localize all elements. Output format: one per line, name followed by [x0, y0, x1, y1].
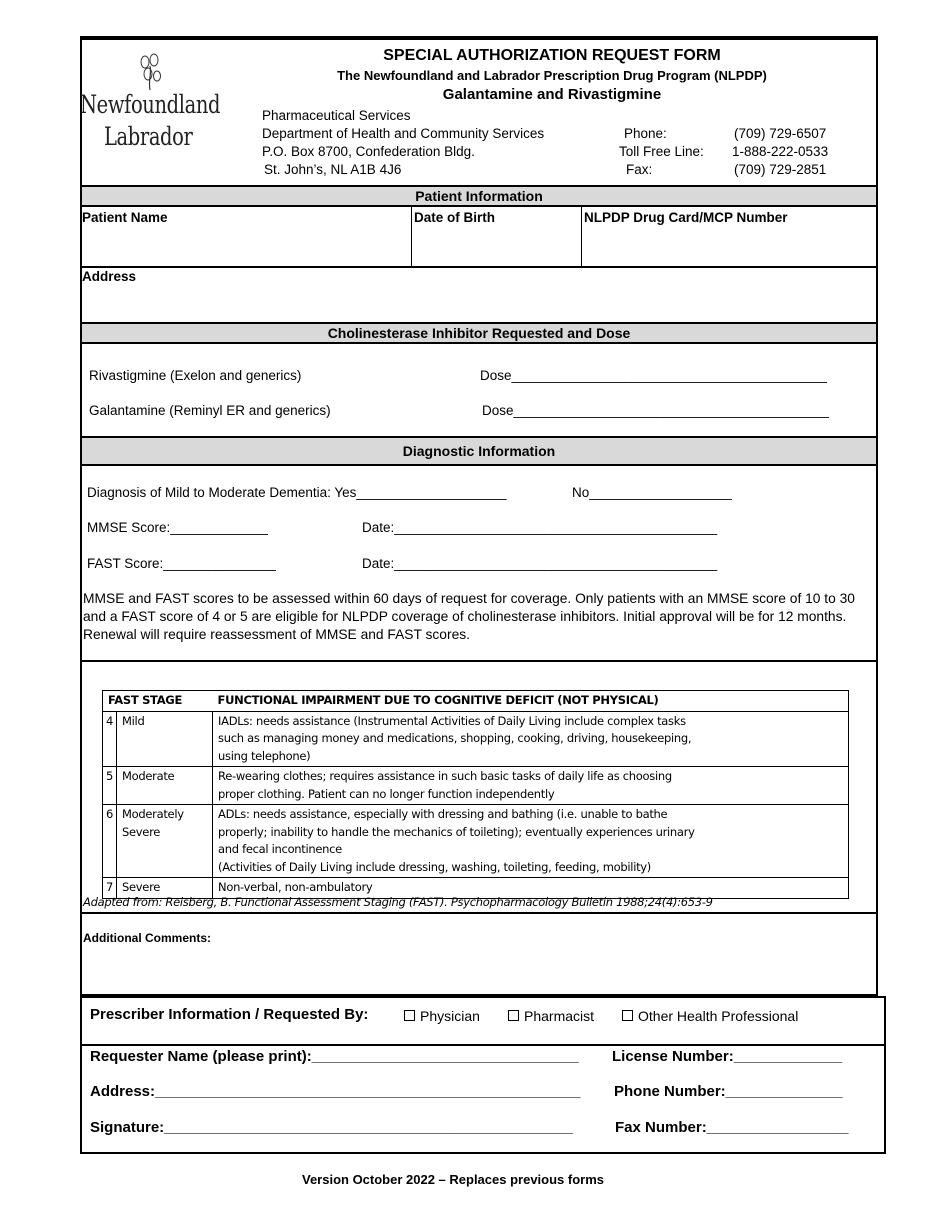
description-line: using telephone): [218, 748, 311, 763]
stage-name: Severe: [117, 878, 213, 899]
eligibility-note: MMSE and FAST scores to be assessed within 60 days of request for coverage. Only patients with an MMSE score of 10 to 30 and a FAST score of 4 or 5 are eligible for NLPDP coverage of cholinesterase inhibitors. Initial approval will be for 12 months. Renewal will require reassessment of MMSE and FAST scores.: [83, 591, 855, 642]
address-line-3: P.O. Box 8700, Confederation Bldg.: [262, 144, 475, 159]
table-row: [103, 805, 849, 878]
stage-name: Moderately Severe: [117, 805, 213, 878]
stage-name: Mild: [117, 711, 213, 767]
description-line: and fecal incontinence: [218, 842, 342, 856]
pharmacist-option-label: Pharmacist: [524, 1008, 595, 1024]
tollfree-value: 1-888-222-0533: [732, 144, 829, 159]
description-line: IADLs: needs assistance (Instrumental Activities of Daily Living include complex tasks: [218, 713, 686, 728]
tollfree-label: Toll Free Line:: [619, 144, 704, 159]
stage-number: 5: [103, 767, 117, 805]
form-title: SPECIAL AUTHORIZATION REQUEST FORM: [383, 47, 721, 64]
other-professional-option-label: Other Health Professional: [638, 1008, 799, 1024]
fast-table: [102, 690, 849, 899]
fax-label: Fax:: [626, 162, 653, 177]
diagnosis-no-field[interactable]: No___________________: [572, 485, 732, 500]
diagnosis-yes-field[interactable]: Diagnosis of Mild to Moderate Dementia: Yes____________________: [87, 485, 507, 500]
fast-score-field[interactable]: FAST Score:_______________: [87, 556, 276, 571]
phone-number-field[interactable]: Phone Number:______________: [614, 1083, 843, 1100]
divider: [82, 912, 876, 914]
patient-name-label: Patient Name: [82, 210, 168, 225]
phone-value: (709) 729-6507: [734, 126, 827, 141]
impairment-header: FUNCTIONAL IMPAIRMENT DUE TO COGNITIVE DEFICIT (NOT PHYSICAL): [213, 691, 849, 712]
physician-option-label: Physician: [420, 1008, 480, 1024]
dob-label: Date of Birth: [414, 210, 495, 225]
stage-number: 4: [103, 711, 117, 767]
description-line: ADLs: needs assistance, especially with dressing and bathing (i.e. unable to bathe: [218, 807, 668, 821]
fast-date-field[interactable]: Date:___________________________________________: [362, 556, 718, 571]
description-line: such as managing money and medications, shopping, cooking, driving, housekeeping,: [218, 731, 692, 745]
physician-option[interactable]: [404, 1008, 480, 1024]
stage-description: [213, 711, 849, 767]
mmse-date-field[interactable]: Date:___________________________________________: [362, 520, 718, 535]
patient-section-header: [82, 185, 876, 207]
stage-description: [213, 767, 849, 805]
divider: [82, 660, 876, 662]
fax-number-field[interactable]: Fax Number:_________________: [615, 1119, 849, 1136]
description-line: Re-wearing clothes; requires assistance in such basic tasks of daily life as choosing: [218, 769, 672, 783]
stage-description: [213, 878, 849, 899]
galantamine-dose-field[interactable]: Dose__________________________________________: [482, 403, 829, 418]
patient-section-title: Patient Information: [415, 188, 543, 204]
logo-line-2: Labrador: [104, 122, 193, 151]
diagnostic-section-header: [82, 436, 876, 466]
form-subtitle: The Newfoundland and Labrador Prescription Drug Program (NLPDP): [337, 68, 767, 83]
address-line-2: Department of Health and Community Services: [262, 126, 545, 141]
checkbox-icon[interactable]: [508, 1010, 519, 1021]
pitcher-plant-icon: [130, 52, 170, 92]
prescriber-label: Prescriber Information / Requested By:: [90, 1006, 369, 1023]
stage-number: 7: [103, 878, 117, 899]
requester-name-field[interactable]: Requester Name (please print):________________________________: [90, 1048, 579, 1065]
description-line: Non-verbal, non-ambulatory: [218, 880, 373, 894]
address-line-4: St. John’s, NL A1B 4J6: [264, 162, 402, 177]
description-line: (Activities of Daily Living include dressing, washing, toileting, feeding, mobility): [218, 859, 651, 874]
table-row: [103, 878, 849, 899]
logo: [80, 50, 221, 151]
stage-name: Moderate: [117, 767, 213, 805]
rivastigmine-label: Rivastigmine (Exelon and generics): [89, 368, 302, 383]
stage-description: [213, 805, 849, 878]
table-row: [103, 767, 849, 805]
prescriber-section: [80, 996, 886, 1154]
fast-source: Adapted from: Reisberg, B. Functional Assessment Staging (FAST). Psychopharmacology Bulletin 1988;24(4):653-9: [83, 895, 713, 909]
divider: [82, 266, 876, 268]
address-line-1: Pharmaceutical Services: [262, 108, 411, 123]
comments-label: Additional Comments:: [83, 931, 211, 945]
rivastigmine-dose-field[interactable]: Dose__________________________________________: [480, 368, 827, 383]
diagnostic-section-title: Diagnostic Information: [402, 443, 556, 459]
checkbox-icon[interactable]: [404, 1010, 415, 1021]
signature-field[interactable]: Signature:_________________________________________________: [90, 1119, 573, 1136]
card-number-label: NLPDP Drug Card/MCP Number: [584, 210, 788, 225]
fast-table-header: [103, 691, 849, 712]
logo-line-1: Newfoundland: [80, 90, 221, 119]
inhibitor-section-title: Cholinesterase Inhibitor Requested and Dose: [327, 325, 631, 341]
checkbox-icon[interactable]: [622, 1010, 633, 1021]
description-line: proper clothing. Patient can no longer function independently: [218, 786, 555, 801]
address-label: Address: [82, 269, 137, 284]
divider: [82, 1044, 884, 1046]
drug-names: Galantamine and Rivastigmine: [442, 86, 662, 103]
fast-stage-header: FAST STAGE: [103, 691, 213, 712]
license-number-field[interactable]: License Number:_____________: [612, 1048, 843, 1065]
pharmacist-option[interactable]: [508, 1008, 594, 1024]
divider: [411, 207, 412, 267]
stage-number: 6: [103, 805, 117, 878]
description-line: properly; inability to handle the mechanics of toileting); eventually experiences urinary: [218, 824, 695, 839]
other-professional-option[interactable]: [622, 1008, 798, 1024]
divider: [581, 207, 582, 267]
requester-address-field[interactable]: Address:___________________________________________________: [90, 1083, 581, 1100]
fax-value: (709) 729-2851: [734, 162, 827, 177]
inhibitor-frame: [80, 341, 878, 435]
mmse-score-field[interactable]: MMSE Score:_____________: [87, 520, 268, 535]
phone-label: Phone:: [624, 126, 667, 141]
version-footer: Version October 2022 – Replaces previous forms: [301, 1172, 605, 1187]
table-row: [103, 711, 849, 767]
galantamine-label: Galantamine (Reminyl ER and generics): [89, 403, 331, 418]
